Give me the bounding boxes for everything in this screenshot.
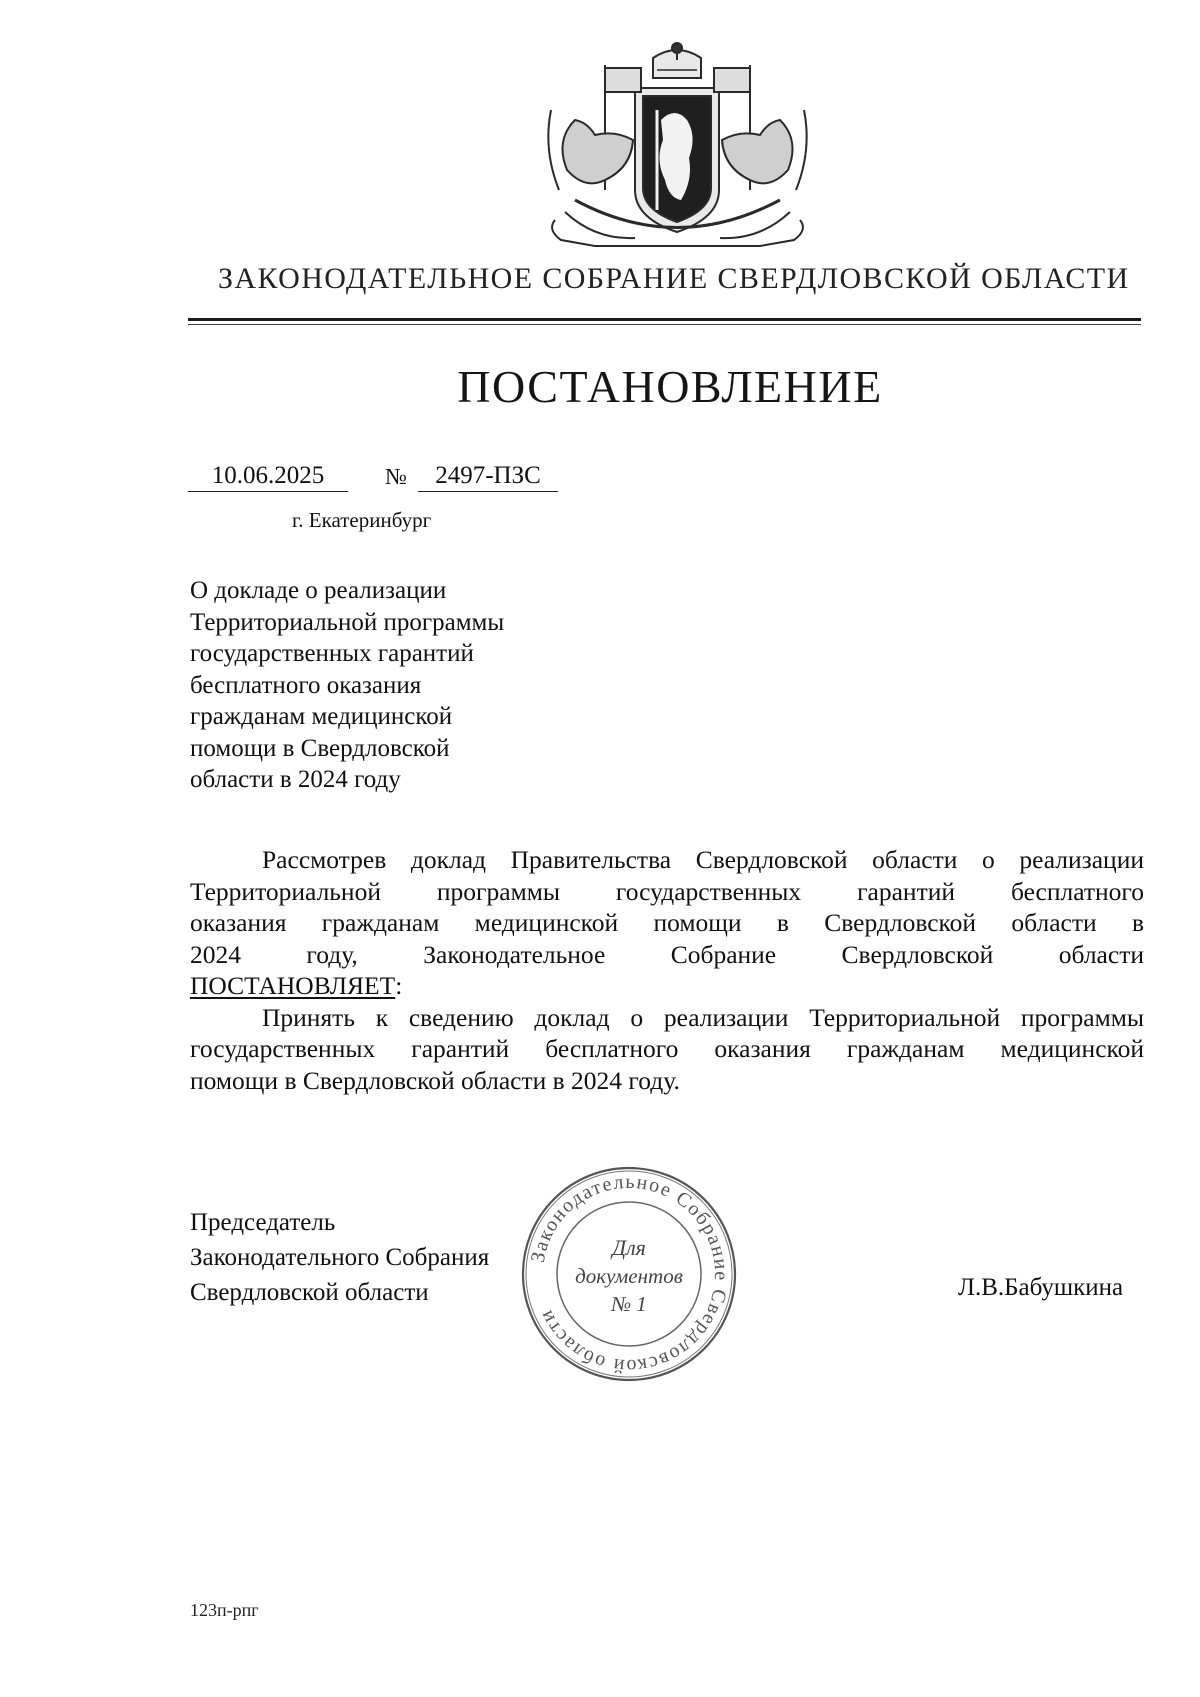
document-place: г. Екатеринбург — [292, 508, 432, 532]
coat-of-arms-emblem — [535, 40, 820, 250]
subject-line: гражданам медицинской — [190, 703, 453, 730]
organization-name: ЗАКОНОДАТЕЛЬНОЕ СОБРАНИЕ СВЕРДЛОВСКОЙ ОБЛАСТИ — [218, 262, 1130, 295]
body-line-last — [190, 970, 1144, 1002]
signatory-title-line: Свердловской области — [190, 1279, 429, 1306]
header-divider-thin — [188, 324, 1141, 325]
official-stamp — [518, 1163, 740, 1385]
subject-line: бесплатного оказания — [190, 671, 422, 699]
body-line: оказания гражданам медицинской помощи в Свердловской области в — [190, 908, 1144, 937]
subject-line: области в 2024 году — [190, 766, 401, 793]
stamp-center-line: № 1 — [611, 1292, 647, 1316]
signatory-title-line: Председатель — [190, 1209, 336, 1236]
stamp-center-line: Для — [612, 1235, 646, 1260]
document-date: 10.06.2025 — [188, 462, 348, 492]
stamp-ring-text: Законодательное Собрание Свердловской области — [526, 1170, 733, 1378]
number-sign: № — [385, 464, 407, 489]
document-type-title: ПОСТАНОВЛЕНИЕ — [457, 361, 883, 412]
body-line: Принять к сведению доклад о реализации Территориальной программы — [262, 1002, 1144, 1032]
keyword-colon: : — [395, 971, 403, 1000]
subject-line: помощи в Свердловской — [190, 734, 450, 762]
body-line: государственных гарантий бесплатного оказания гражданам медицинской — [190, 1034, 1144, 1063]
subject-line: государственных гарантий — [190, 640, 474, 667]
document-subject — [190, 575, 570, 796]
body-line: Территориальной программы государственных гарантий бесплатного — [190, 876, 1144, 906]
body-paragraph-2 — [190, 1002, 1144, 1097]
body-line: 2024 году, Законодательное Собрание Свердловской области — [190, 939, 1144, 969]
body-line: Рассмотрев доклад Правительства Свердловской области о реализации — [262, 845, 1144, 874]
body-line: помощи в Свердловской области в 2024 году. — [190, 1065, 680, 1095]
footer-code: 123п-рпг — [190, 1600, 259, 1620]
signatory-title — [190, 1205, 489, 1310]
body-paragraph-1 — [190, 844, 1144, 1002]
signatory-title-line: Законодательного Собрания — [190, 1244, 490, 1271]
stamp-center-line: документов — [575, 1264, 683, 1288]
subject-line: Территориальной программы — [190, 608, 505, 636]
signatory-name: Л.В.Бабушкина — [958, 1274, 1124, 1301]
resolution-keyword: ПОСТАНОВЛЯЕТ — [190, 971, 396, 1000]
document-number: 2497-ПЗС — [418, 462, 558, 492]
subject-line: О докладе о реализации — [190, 577, 447, 604]
document-body — [190, 844, 1144, 1096]
header-divider — [188, 318, 1141, 321]
